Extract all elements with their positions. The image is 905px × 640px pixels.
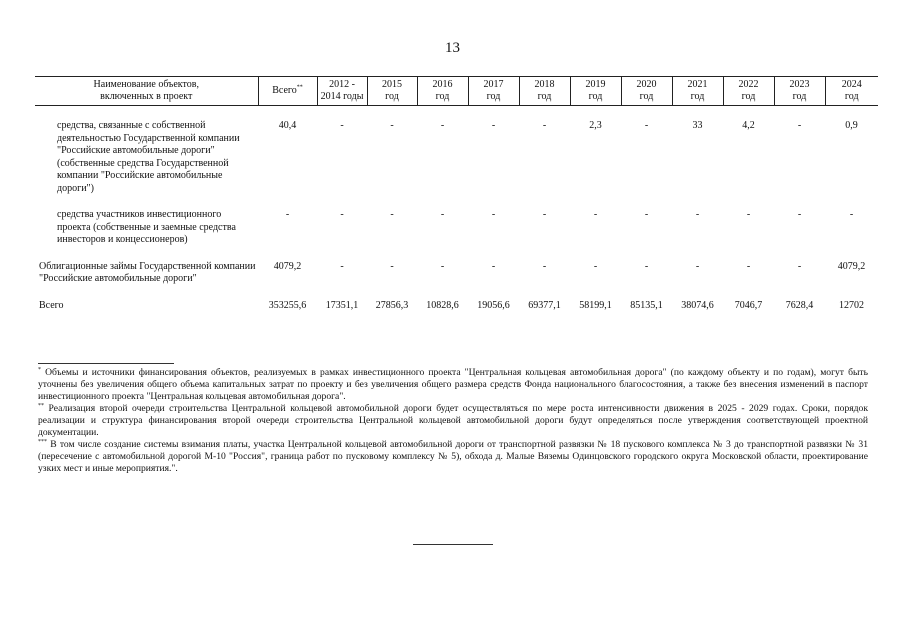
- cell-value: 33: [692, 120, 703, 131]
- cell-value: -: [340, 260, 344, 272]
- row-name: средства участников инвестиционного проекта (собственные и заемные средства инвесторов и концессионеров): [57, 209, 236, 245]
- cell-value: -: [593, 209, 598, 220]
- cell-value: 17351,1: [325, 299, 359, 311]
- footnote-divider: [38, 363, 174, 364]
- financing-table: [35, 76, 878, 312]
- header-total: Всего**: [258, 77, 317, 106]
- header-name: Наименование объектов, включенных в проект: [35, 77, 258, 106]
- table-header-row: [35, 77, 878, 106]
- cell-value: -: [440, 120, 445, 131]
- row-name: Всего: [39, 299, 64, 311]
- row-total: 353255,6: [268, 299, 307, 311]
- row-total: 40,4: [278, 120, 297, 131]
- header-year: 2017 год: [468, 77, 519, 106]
- row-total: -: [285, 209, 290, 220]
- cell-value: 27856,3: [375, 299, 409, 311]
- cell-value: -: [390, 120, 394, 131]
- header-year: 2020 год: [621, 77, 672, 106]
- cell-value: 69377,1: [528, 299, 561, 311]
- footnote: *** В том числе создание системы взимания платы, участка Центральной кольцевой автомобильной дороги от транспортной развязки № 18 пускового комплекса № 3 до транспортной развязки № 31 (пересечение с автомобильной дорогой М-10 "Россия", граница работ по пусковому комплексу № 5), обхода д. Малые Вяземы Одинцовского городского округа Московской области, проектирование узких мест и иные мероприятия.".: [38, 438, 868, 474]
- cell-value: -: [695, 209, 700, 220]
- cell-value: -: [746, 209, 751, 220]
- cell-value: 38074,6: [681, 299, 714, 311]
- footnote: * Объемы и источники финансирования объектов, реализуемых в рамках инвестиционного проекта "Центральная кольцевая автомобильная дорога" (по каждому объекту и по годам), могут быть уточнены без увеличения общего объема капитальных затрат по проекту и без увеличения общего размера средств Фонда национального благосостояния, а также без внесения изменений в паспорт инвестиционного проекта "Центральная кольцевая автомобильная дорога".: [38, 366, 868, 402]
- footnotes: [38, 367, 868, 475]
- cell-value: -: [746, 260, 751, 272]
- cell-value: 19056,6: [477, 299, 510, 311]
- cell-value: -: [695, 260, 700, 272]
- header-year: 2021 год: [672, 77, 723, 106]
- row-total: 4079,2: [273, 260, 302, 272]
- cell-value: -: [593, 260, 598, 272]
- cell-value: -: [440, 260, 445, 272]
- cell-value: -: [797, 209, 802, 220]
- cell-value: -: [797, 120, 802, 131]
- header-year: 2018 год: [519, 77, 570, 106]
- table-row-total: [35, 300, 878, 313]
- cell-value: -: [390, 209, 394, 220]
- cell-value: 10828,6: [426, 299, 459, 311]
- cell-value: -: [340, 120, 344, 131]
- table-row: [35, 209, 878, 247]
- cell-value: -: [849, 209, 854, 220]
- cell-value: 58199,1: [579, 299, 612, 311]
- cell-value: -: [440, 209, 445, 220]
- footnote: ** Реализация второй очереди строительства Центральной кольцевой автомобильной дороги будет осуществляться по мере роста интенсивности движения в 2025 - 2029 годах. Сроки, порядок реализации и структура финансирования второй очереди строительства Центральной кольцевой автомобильной дороги будут определяться после утверждения соответствующей проектной документации.: [38, 402, 868, 438]
- header-year: 2022 год: [723, 77, 774, 106]
- cell-value: -: [644, 260, 649, 272]
- header-year: 2016 год: [417, 77, 468, 106]
- cell-value: 7046,7: [734, 299, 763, 311]
- cell-value: 0,9: [845, 120, 858, 131]
- cell-value: -: [644, 209, 649, 220]
- header-year: 2023 год: [774, 77, 825, 106]
- header-year: 2019 год: [570, 77, 621, 106]
- cell-value: -: [390, 260, 394, 272]
- cell-value: 4079,2: [837, 260, 866, 272]
- table-row: [35, 261, 878, 286]
- cell-value: 7628,4: [785, 299, 814, 311]
- cell-value: 4,2: [742, 120, 755, 131]
- header-year: 2012 - 2014 годы: [317, 77, 367, 106]
- cell-value: -: [542, 209, 547, 220]
- cell-value: -: [491, 260, 496, 272]
- header-year: 2024 год: [825, 77, 878, 106]
- cell-value: 85135,1: [630, 299, 663, 311]
- cell-value: 2,3: [589, 120, 602, 131]
- cell-value: -: [797, 260, 802, 272]
- header-year: 2015 год: [367, 77, 417, 106]
- cell-value: -: [542, 260, 547, 272]
- row-name: средства, связанные с собственной деятельностью Государственной компании "Российские автомобильные дороги" (собственные средства Государственной компании "Российские автомобильные дороги"): [57, 120, 240, 194]
- cell-value: -: [491, 120, 496, 131]
- page-number: 13: [445, 40, 460, 56]
- cell-value: -: [542, 120, 547, 131]
- end-divider: [413, 544, 493, 545]
- cell-value: -: [340, 209, 344, 220]
- cell-value: 12702: [839, 299, 864, 311]
- cell-value: -: [644, 120, 649, 131]
- cell-value: -: [491, 209, 496, 220]
- table-row: [35, 120, 878, 195]
- row-name: Облигационные займы Государственной компании "Российские автомобильные дороги": [39, 260, 256, 284]
